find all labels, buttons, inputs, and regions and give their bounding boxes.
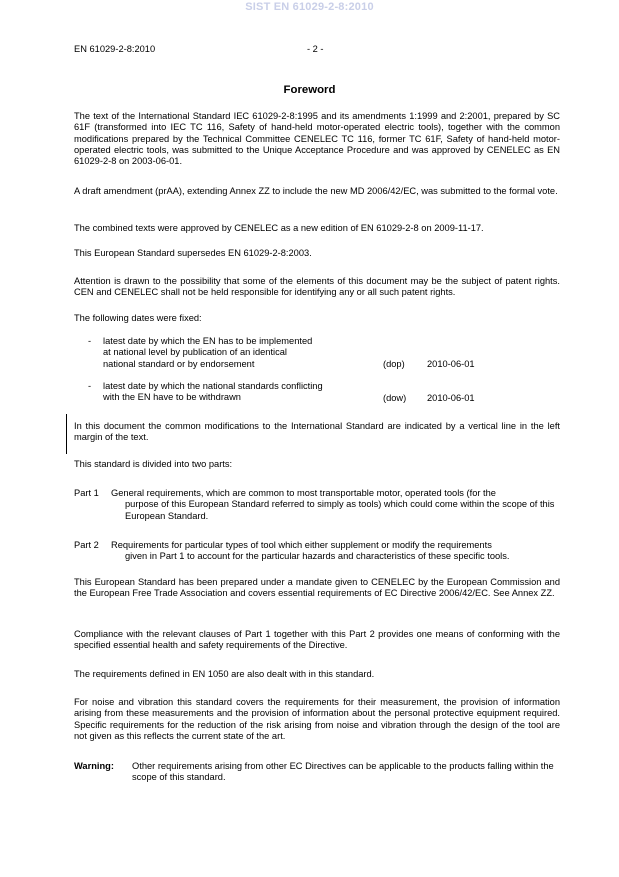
dash-bullet: -: [88, 381, 92, 391]
date-item-line: at national level by publication of an identical: [103, 347, 287, 358]
part-2-label: Part 2: [74, 540, 99, 550]
watermark: SIST EN 61029-2-8:2010: [245, 1, 374, 13]
date-item-line: national standard or by endorsement: [103, 358, 255, 369]
paragraph-10: Compliance with the relevant clauses of Part 1 together with this Part 2 provides one means of conforming with the specified essential health and safety requirements of the Directive.: [74, 629, 560, 651]
paragraph-7: In this document the common modifications to the International Standard are indicated by a vertical line in the left margin of the text.: [74, 421, 560, 443]
date-value-dop: 2010-06-01: [427, 359, 475, 369]
part-2-text: [111, 540, 560, 563]
part-1-text: [111, 488, 560, 522]
paragraph-4: This European Standard supersedes EN 61029-2-8:2003.: [74, 248, 312, 258]
date-code-dop: (dop): [383, 359, 405, 369]
page-title: Foreword: [283, 84, 336, 96]
paragraph-3: The combined texts were approved by CENELEC as a new edition of EN 61029-2-8 on 2009-11-17.: [74, 223, 484, 233]
part-1-first-line: General requirements, which are common to most transportable motor, operated tools (for the: [111, 488, 496, 498]
paragraph-11: The requirements defined in EN 1050 are also dealt with in this standard.: [74, 669, 375, 679]
date-item-line: latest date by which the EN has to be implemented: [103, 336, 313, 346]
paragraph-9: This European Standard has been prepared under a mandate given to CENELEC by the European Commission and the European Free Trade Association and covers essential requirements of EC Directive 2006/42/EC. See Annex ZZ.: [74, 577, 560, 599]
warning-label: Warning:: [74, 761, 114, 771]
part-2-rest: given in Part 1 to account for the particular hazards and characteristics of these specific tools.: [125, 551, 510, 562]
warning-text: Other requirements arising from other EC Directives can be applicable to the products falling within the scope of this standard.: [132, 761, 554, 783]
date-code-dow: (dow): [383, 393, 407, 403]
date-item-line: latest date by which the national standards conflicting: [103, 381, 323, 391]
modification-vertical-line: [66, 414, 67, 454]
paragraph-6: The following dates were fixed:: [74, 313, 202, 323]
paragraph-2: A draft amendment (prAA), extending Annex ZZ to include the new MD 2006/42/EC, was submitted to the formal vote.: [74, 186, 558, 196]
dash-bullet: -: [88, 336, 92, 346]
part-2-first-line: Requirements for particular types of tool which either supplement or modify the requirements: [111, 540, 492, 550]
paragraph-1: The text of the International Standard IEC 61029-2-8:1995 and its amendments 1:1999 and 2:2001, prepared by SC 61F (transformed into IEC TC 116, Safety of hand-held motor-operated electric tools), together with the common modifications prepared by the Technical Committee CENELEC TC 116, former TC 61F, Safety of hand-held motor-operated electric tools, was submitted to the Unique Acceptance Procedure and was approved by CENELEC as EN 61029-2-8 on 2003-06-01.: [74, 111, 560, 167]
part-1-label: Part 1: [74, 488, 99, 498]
paragraph-8: This standard is divided into two parts:: [74, 459, 233, 469]
date-value-dow: 2010-06-01: [427, 393, 475, 403]
header-doc-id: EN 61029-2-8:2010: [74, 44, 156, 54]
date-item-line: with the EN have to be withdrawn: [103, 392, 241, 403]
paragraph-5: Attention is drawn to the possibility that some of the elements of this document may be the subject of patent rights. CEN and CENELEC shall not be held responsible for identifying any or all such patent rights.: [74, 276, 560, 298]
header-page-number: - 2 -: [307, 44, 324, 54]
part-1-rest: purpose of this European Standard referred to simply as tools) which could come within the scope of this European Standard.: [125, 499, 555, 521]
paragraph-12: For noise and vibration this standard covers the requirements for their measurement, the provision of information arising from these measurements and the provision of information about the personal protective equipment required. Specific requirements for the reduction of the risk arising from noise and vibration through the design of the tool are not given as this reflects the current state of the art.: [74, 697, 560, 741]
